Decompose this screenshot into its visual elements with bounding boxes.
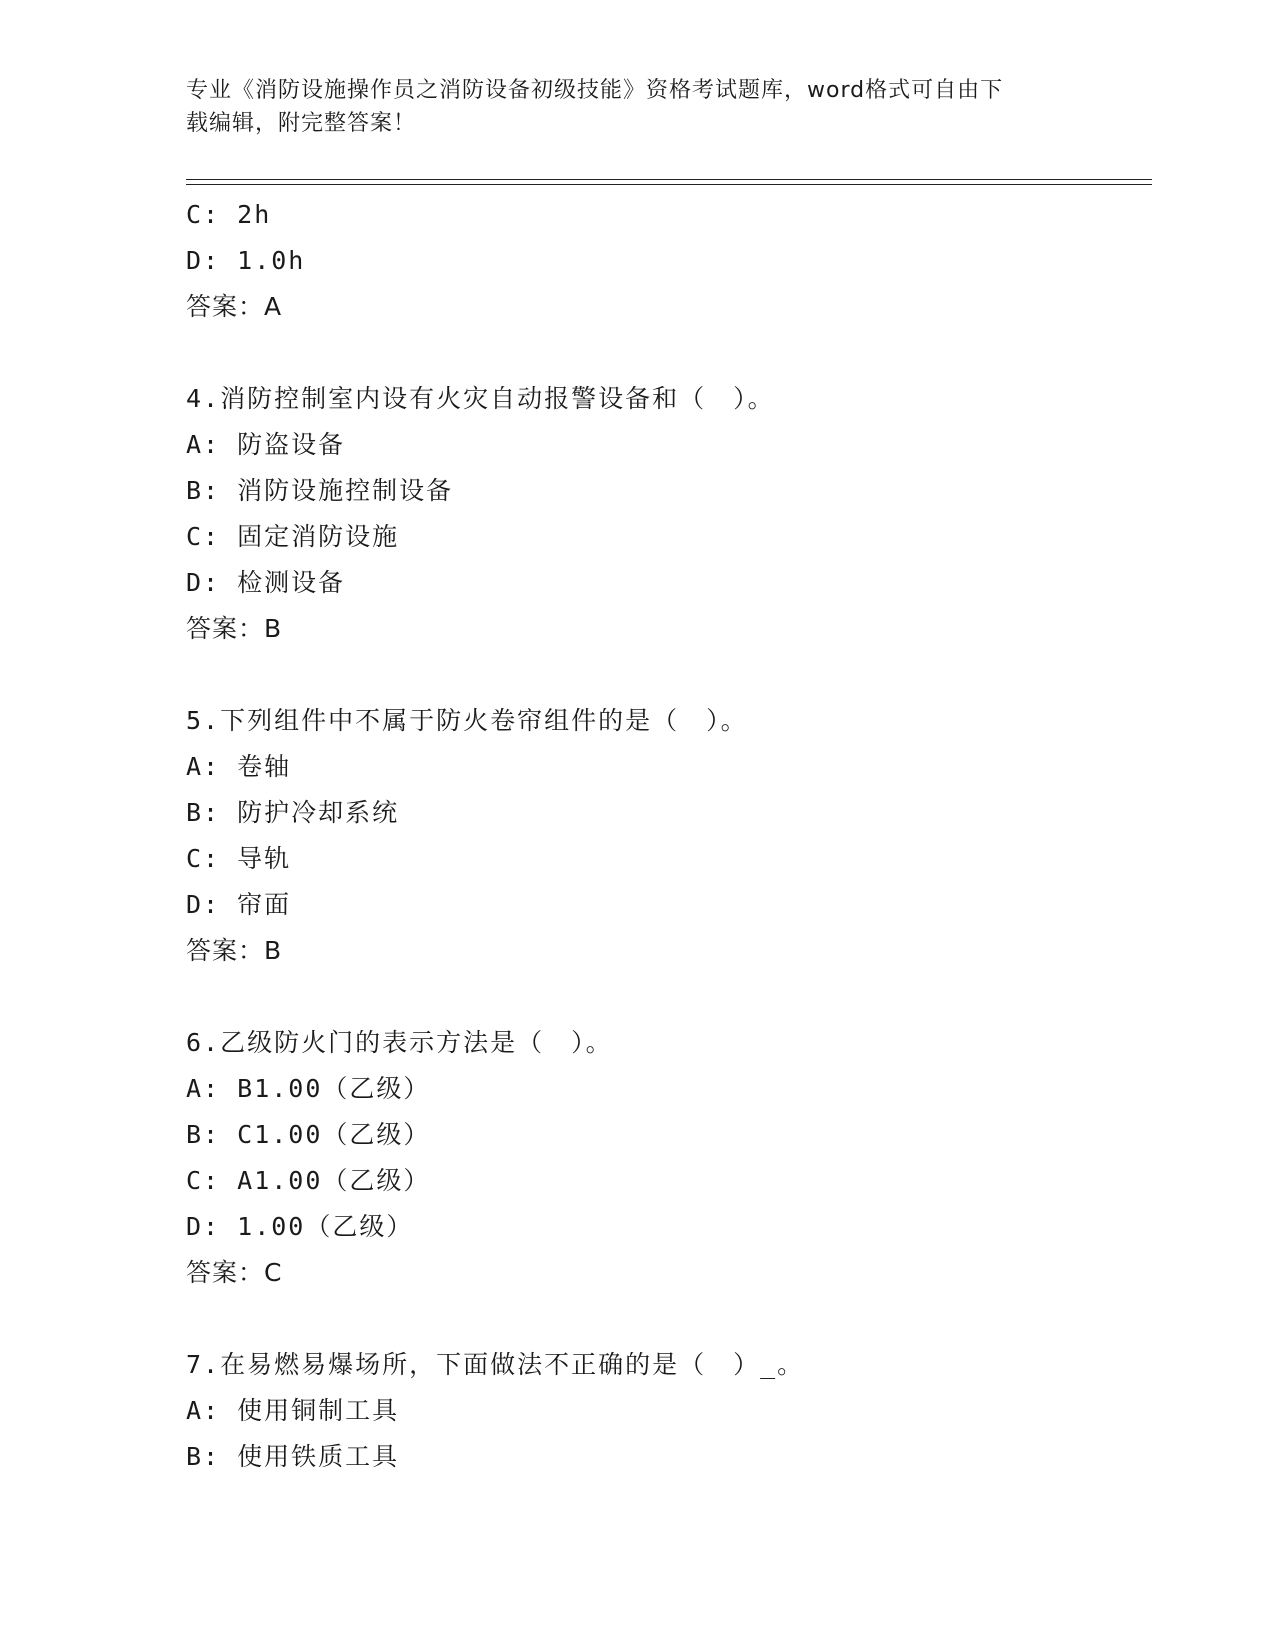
header-line-1: 专业《消防设施操作员之消防设备初级技能》资格考试题库，word格式可自由下 [186,78,1004,103]
option-c: C: 2h [186,200,272,229]
header-divider-bottom [186,184,1152,185]
option-b: B: 消防设施控制设备 [186,476,454,505]
option-c: C: A1.00（乙级） [186,1166,431,1195]
option-d: D: 1.0h [186,246,306,275]
option-d: D: 1.00（乙级） [186,1212,414,1241]
option-b: B: 使用铁质工具 [186,1442,400,1471]
option-a: A: 使用铜制工具 [186,1396,400,1425]
header-line-2: 载编辑，附完整答案！ [186,111,417,136]
question-stem: 5.下列组件中不属于防火卷帘组件的是（ ）。 [186,706,748,735]
option-b: B: 防护冷却系统 [186,798,400,827]
spacer [186,1296,1146,1342]
spacer [186,652,1146,698]
question-stem: 7.在易燃易爆场所，下面做法不正确的是（ ）_。 [186,1350,805,1379]
question-stem: 6.乙级防火门的表示方法是（ ）。 [186,1028,613,1057]
answer-line: 答案：B [186,614,283,643]
spacer [186,974,1146,1020]
option-b: B: C1.00（乙级） [186,1120,431,1149]
option-a: A: 卷轴 [186,752,292,781]
option-a: A: B1.00（乙级） [186,1074,431,1103]
option-d: D: 检测设备 [186,568,346,597]
option-c: C: 导轨 [186,844,292,873]
spacer [186,330,1146,376]
question-stem: 4.消防控制室内设有火灾自动报警设备和（ ）。 [186,384,775,413]
option-c: C: 固定消防设施 [186,522,400,551]
document-header [186,74,1066,140]
question-list [186,192,1146,1480]
answer-line: 答案：B [186,936,283,965]
answer-line: 答案：A [186,292,283,321]
option-a: A: 防盗设备 [186,430,346,459]
option-d: D: 帘面 [186,890,292,919]
answer-line: 答案：C [186,1258,283,1287]
header-divider-top [186,179,1152,180]
